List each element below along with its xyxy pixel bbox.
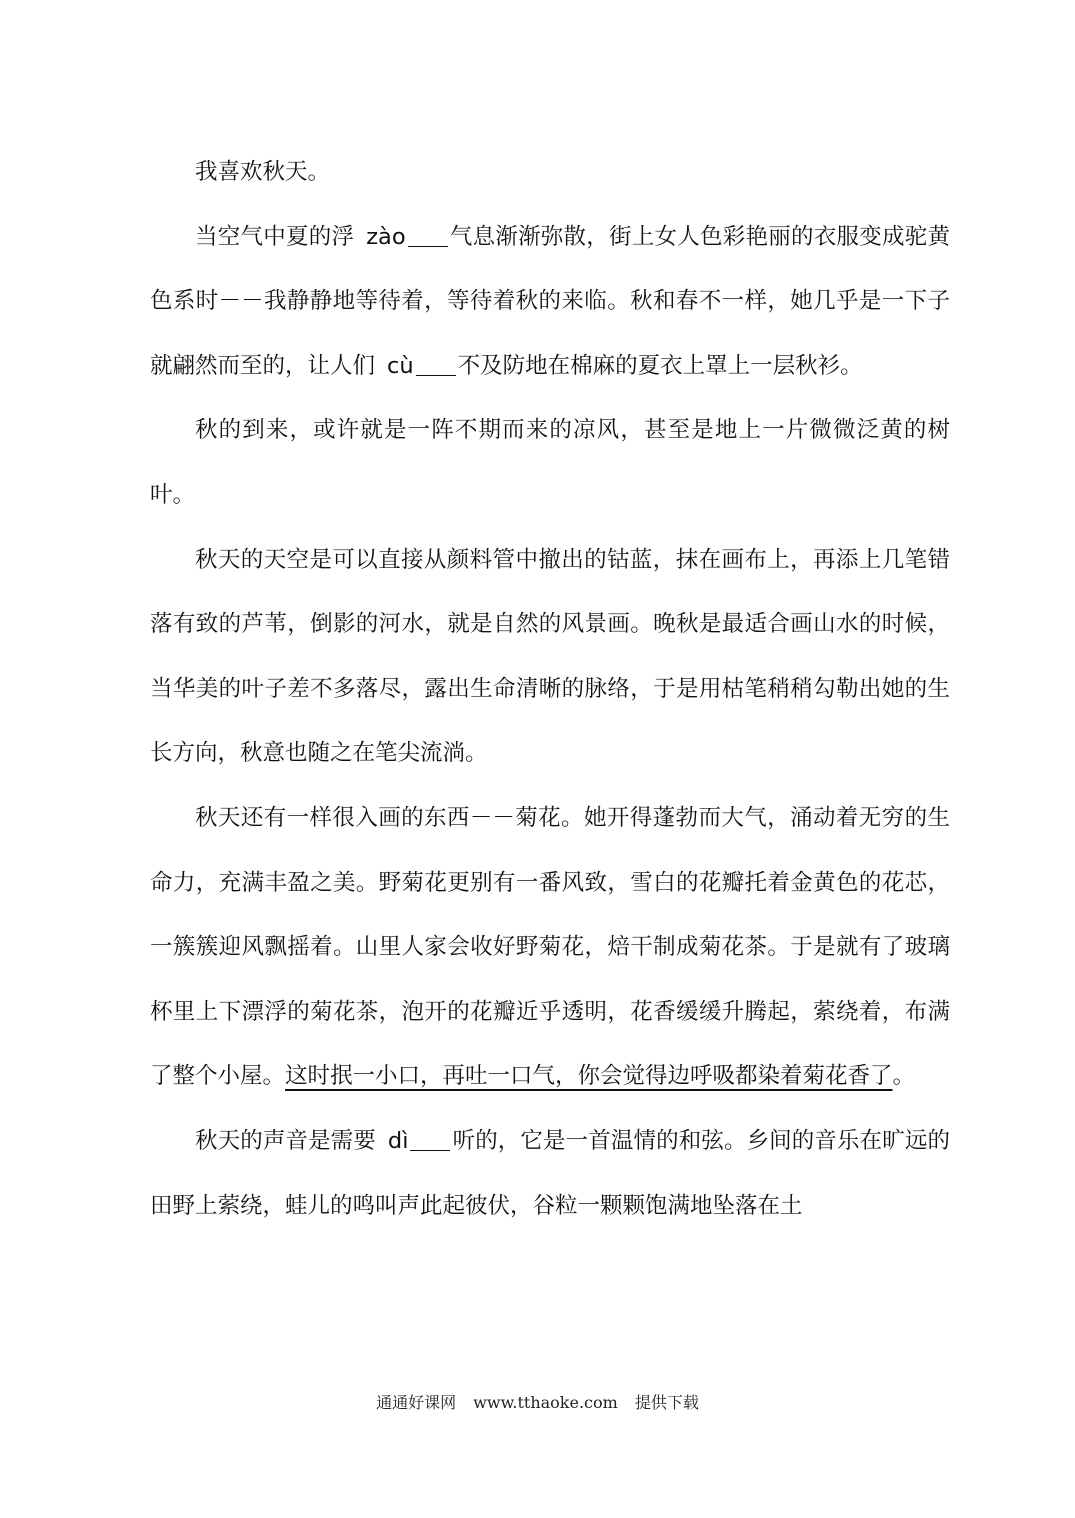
paragraph-5-text: 秋天还有一样很入画的东西－－菊花。她开得蓬勃而大气，涌动着无穷的生命力，充满丰盈之美。野菊花更别有一番风致，雪白的花瓣托着金黄色的花芯，一簇簇迎风飘摇着。山里人家会收好野菊花，焙干制成菊花茶。于是就有了玻璃杯里上下漂浮的菊花茶，泡开的花瓣近乎透明，花香缓缓升腾起，萦绕着，布满了整个小屋。 [150,804,950,1090]
paragraph-2-text-a: 当空气中夏的浮 [195,223,355,250]
paragraph-4-text: 秋天的天空是可以直接从颜料管中撤出的钴蓝，抹在画布上，再添上几笔错落有致的芦苇，倒影的河水，就是自然的风景画。晚秋是最适合画山水的时候，当华美的叶子差不多落尽，露出生命清晰的脉络，于是用枯笔稍稍勾勒出她的生长方向，秋意也随之在笔尖流淌。 [150,546,950,767]
footer-site-name: 通通好课网 [376,1393,457,1412]
fill-blank-1[interactable] [408,223,448,247]
page-footer [0,1390,1075,1413]
fill-blank-3[interactable] [410,1128,450,1152]
paragraph-2-text-c: 不及防地在棉麻的夏衣上罩上一层秋衫。 [457,352,863,379]
paragraph-3 [150,398,950,527]
footer-url: www.tthaoke.com [473,1393,618,1412]
paragraph-5 [150,786,950,1109]
paragraph-2-text-b: 气息渐渐弥散，街上女人色彩艳丽的衣服变成驼黄色系时－－我静静地等待着，等待着秋的来临。秋和春不一样，她几乎是一下子就翩然而至的，让人们 [150,223,950,379]
footer-note: 提供下载 [634,1393,699,1412]
fill-blank-2[interactable] [416,353,456,377]
paragraph-6-text-b: 听的，它是一首温情的和弦。乡间的音乐在旷远的田野上萦绕，蛙儿的鸣叫声此起彼伏，谷粒一颗颗饱满地坠落在土 [150,1127,950,1219]
article-body [150,140,950,1238]
paragraph-1-text: 我喜欢秋天。 [195,159,331,185]
paragraph-6 [150,1109,950,1238]
paragraph-2 [150,205,950,399]
pinyin-zao: zào [366,223,406,250]
paragraph-1 [150,140,950,205]
paragraph-4 [150,528,950,786]
underlined-sentence: 这时抿一小口，再吐一口气，你会觉得边呼吸都染着菊花香了 [285,1063,893,1090]
paragraph-5-end: 。 [892,1063,916,1090]
pinyin-di: dì [387,1127,409,1154]
paragraph-3-text: 秋的到来，或许就是一阵不期而来的凉风，甚至是地上一片微微泛黄的树叶。 [150,417,950,508]
paragraph-6-text-a: 秋天的声音是需要 [195,1127,376,1154]
pinyin-cu: cù [387,352,414,379]
